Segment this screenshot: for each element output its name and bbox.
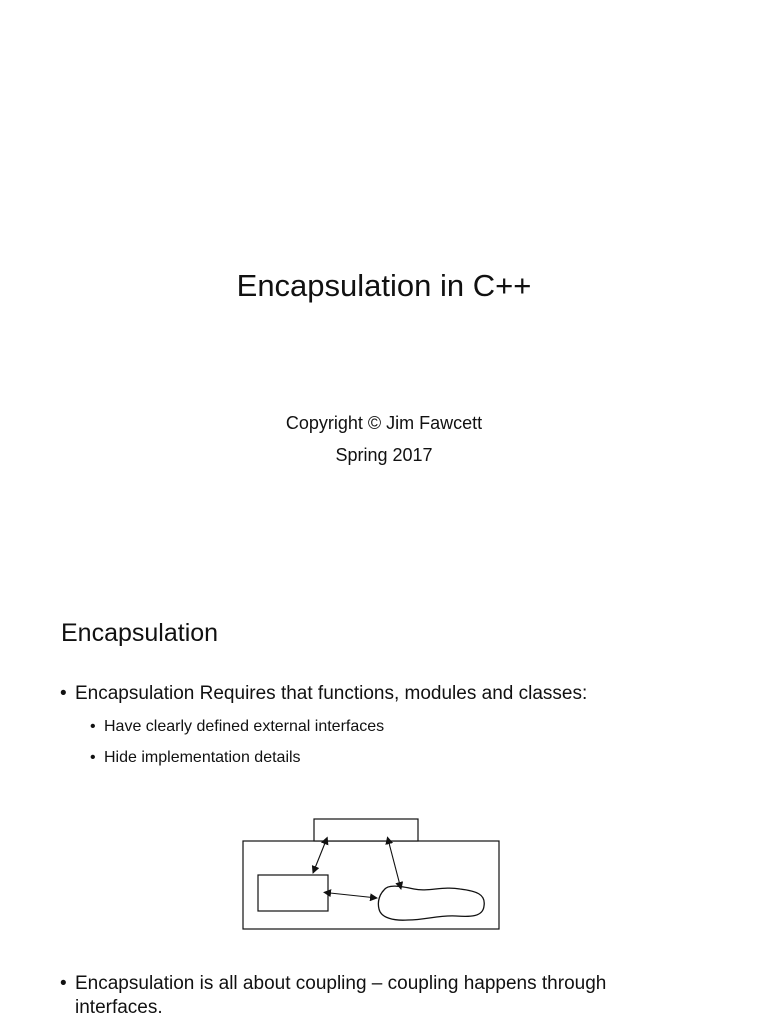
bullet-glyph: • [60, 973, 67, 994]
sub-bullet-item [90, 747, 301, 768]
bullet-glyph: • [90, 718, 96, 735]
implementation-blob [378, 886, 484, 920]
slide-heading: Encapsulation [61, 619, 219, 647]
arrow-component-to-blob [330, 893, 377, 898]
bullet-item [60, 972, 700, 1020]
arrow-interface-to-component [313, 843, 325, 873]
sub-bullet-item [90, 716, 384, 737]
copyright-line: Copyright © Jim Fawcett [285, 413, 483, 433]
bullet-item [60, 682, 587, 706]
encapsulation-diagram [238, 814, 506, 934]
slide-title: Encapsulation in C++ [236, 268, 532, 303]
sub-bullet-text: Have clearly defined external interfaces [104, 718, 385, 735]
bullet-glyph: • [60, 683, 67, 704]
term-line: Spring 2017 [335, 445, 433, 465]
bullet-text: Encapsulation Requires that functions, modules and classes: [75, 683, 588, 704]
encapsulation-slide [0, 582, 768, 1024]
sub-bullet-text: Hide implementation details [104, 749, 301, 766]
inner-component-box [258, 875, 328, 911]
bullet-text: Encapsulation is all about coupling – coupling happens through interfaces. [75, 973, 607, 1018]
arrow-interface-to-blob [389, 843, 401, 889]
bullet-glyph: • [90, 749, 96, 766]
interface-box [314, 819, 418, 841]
